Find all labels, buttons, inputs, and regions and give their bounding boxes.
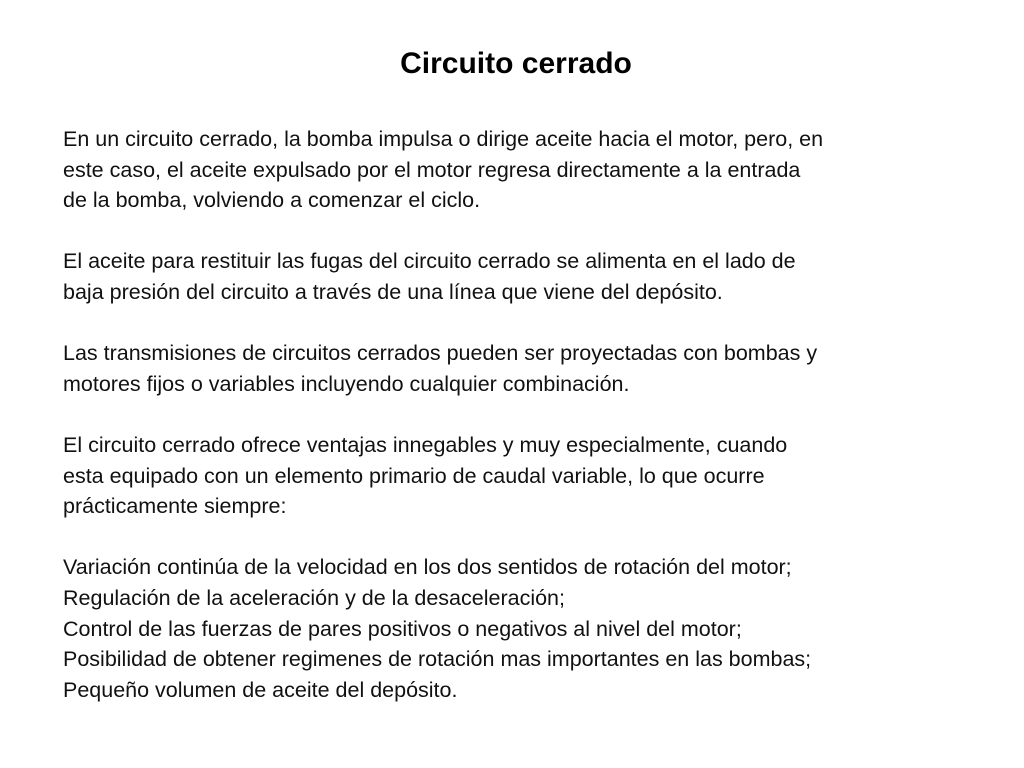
list-item: Regulación de la aceleración y de la desaceleración; [63,585,565,610]
list-item: Pequeño volumen de aceite del depósito. [63,677,458,702]
slide-body [63,124,973,705]
advantages-list [63,552,973,705]
paragraph-leak-replenishment: El aceite para restituir las fugas del circuito cerrado se alimenta en el lado de baja presión del circuito a través de una línea que viene del depósito. [63,249,796,304]
list-item: Variación continúa de la velocidad en los dos sentidos de rotación del motor; [63,555,792,580]
paragraph-closed-circuit-definition: En un circuito cerrado, la bomba impulsa o dirige aceite hacia el motor, pero, en este caso, el aceite expulsado por el motor regresa directamente a la entrada de la bomba, volviendo a comenzar el ciclo. [63,127,824,213]
paragraph-transmission-design: Las transmisiones de circuitos cerrados pueden ser proyectadas con bombas y motores fijos o variables incluyendo cualquier combinación. [63,341,818,396]
slide-title: Circuito cerrado [400,47,632,80]
paragraph-advantages-intro: El circuito cerrado ofrece ventajas innegables y muy especialmente, cuando esta equipado con un elemento primario de caudal variable, lo que ocurre prácticamente siempre: [63,432,788,519]
list-item: Posibilidad de obtener regimenes de rotación mas importantes en las bombas; [63,647,812,672]
list-item: Control de las fuerzas de pares positivos o negativos al nivel del motor; [63,616,742,641]
